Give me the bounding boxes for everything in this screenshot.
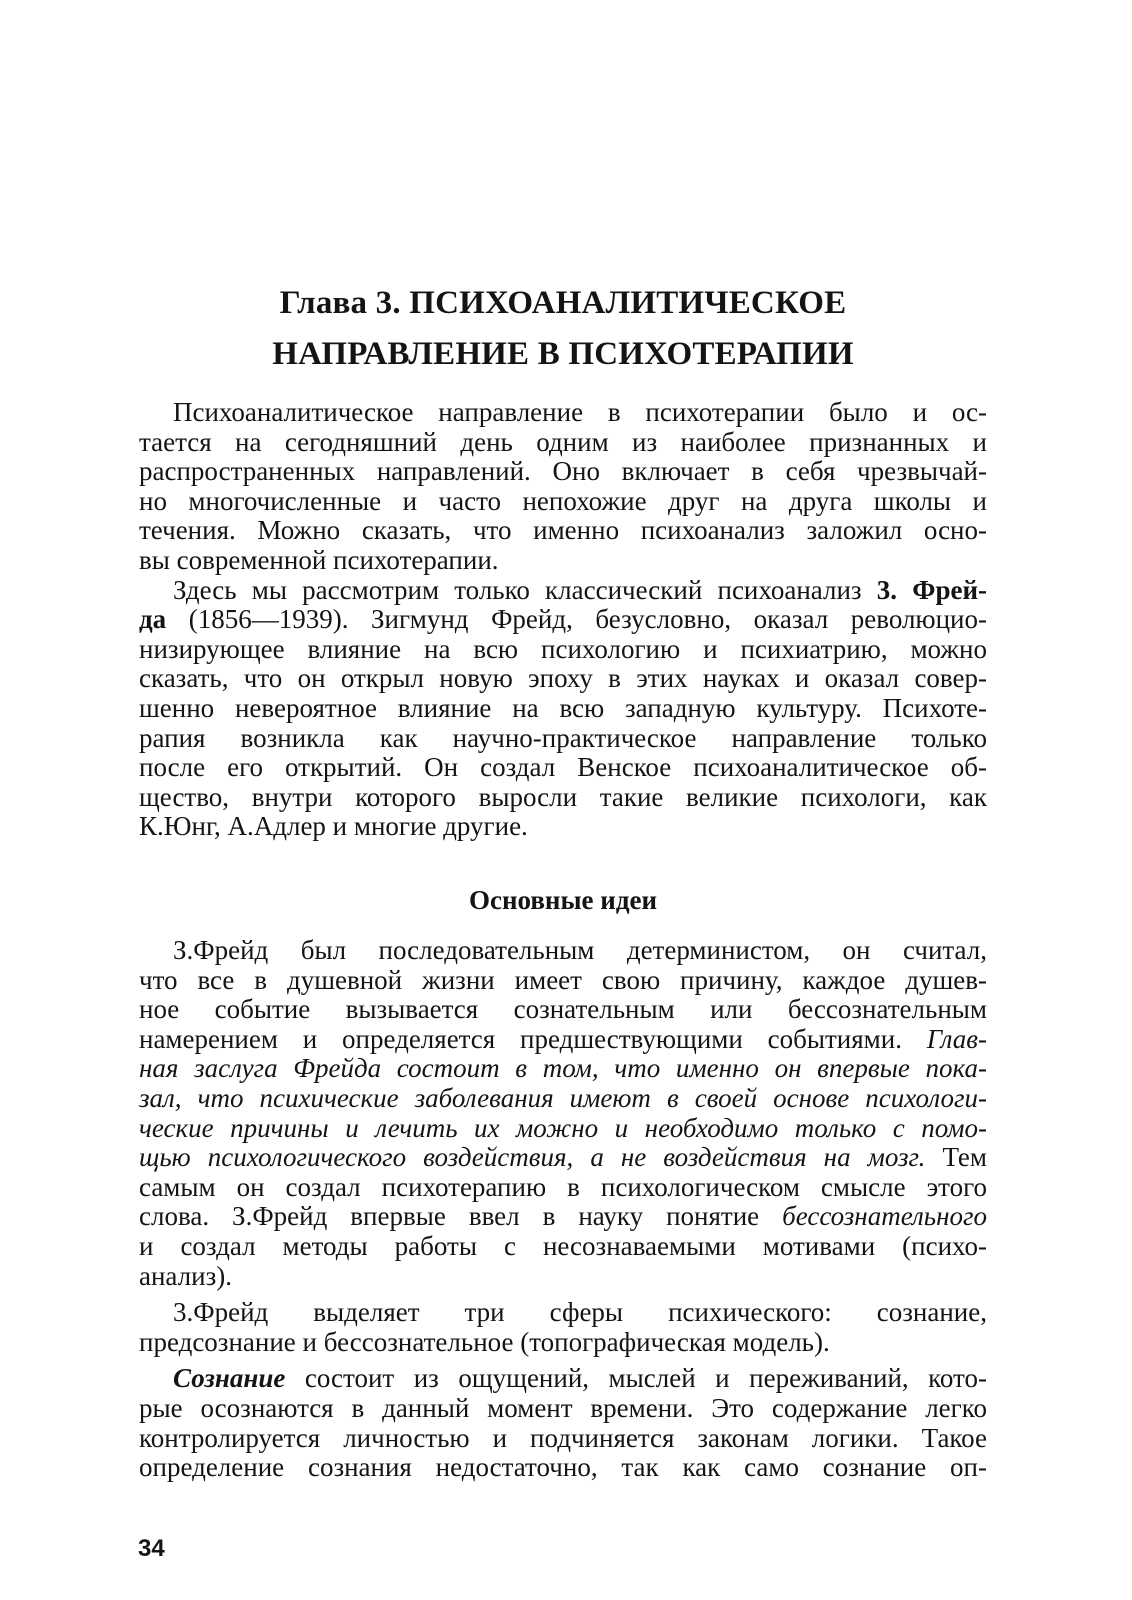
section-paragraph-1 bbox=[139, 936, 987, 1291]
section-heading: Основные идеи bbox=[468, 885, 658, 915]
text-line: ное событие вызывается сознательным или бессознательным bbox=[139, 994, 987, 1025]
text-line: низирующее влияние на всю психологию и психиатрию, можно bbox=[139, 633, 987, 664]
author-name-bold: да bbox=[139, 604, 167, 635]
text-line: и создал методы работы с несознаваемыми мотивами (психо- bbox=[139, 1230, 987, 1261]
text-line bbox=[139, 576, 987, 606]
intro-paragraph-1 bbox=[139, 398, 987, 576]
text-line: после его открытий. Он создал Венское психоаналитическое об- bbox=[139, 752, 987, 783]
text-line bbox=[139, 1143, 987, 1173]
italic-run: Глав- bbox=[926, 1023, 987, 1054]
text-line: шенно невероятное влияние на всю западную культуру. Психоте- bbox=[139, 692, 987, 723]
section-paragraph-3 bbox=[139, 1364, 987, 1482]
text-line: 3.Фрейд выделяет три сферы психического: сознание, bbox=[173, 1297, 987, 1328]
section-paragraph-2 bbox=[139, 1298, 987, 1357]
text-line: рые осознаются в данный момент времени. Это содержание легко bbox=[139, 1392, 987, 1423]
text-line bbox=[139, 1025, 987, 1055]
text-line: течения. Можно сказать, что именно психоанализ заложил осно- bbox=[139, 515, 987, 546]
author-name-bold: 3. Фрей- bbox=[876, 574, 987, 605]
text-line bbox=[139, 1364, 987, 1394]
text-run: Здесь мы рассмотрим только классический психоанализ bbox=[173, 574, 877, 605]
text-line: контролируется личностью и подчиняется законам логики. Такое bbox=[139, 1422, 987, 1453]
text-run: слова. З.Фрейд впервые ввел в науку понятие bbox=[139, 1201, 783, 1232]
chapter-title-line-2: НАПРАВЛЕНИЕ В ПСИХОТЕРАПИИ bbox=[272, 336, 854, 372]
italic-run: бессознательного bbox=[782, 1201, 987, 1232]
section-text bbox=[139, 936, 987, 1483]
chapter-title bbox=[140, 278, 986, 380]
text-run: состоит из ощущений, мыслей и переживаний, кото- bbox=[285, 1363, 987, 1394]
intro-text bbox=[139, 398, 987, 842]
text-line: что все в душевной жизни имеет свою причину, каждое душев- bbox=[139, 964, 987, 995]
text-line: предсознание и бессознательное (топографическая модель). bbox=[139, 1326, 830, 1357]
italic-run: щью психологического воздействия, а не воздействия на мозг. bbox=[139, 1142, 926, 1173]
text-line: ческие причины и лечить их можно и необходимо только с помо- bbox=[139, 1112, 987, 1143]
text-line: ная заслуга Фрейда состоит в том, что именно он впервые пока- bbox=[139, 1053, 987, 1084]
text-line: но многочисленные и часто непохожие друг на друга школы и bbox=[139, 485, 987, 516]
text-line: З.Фрейд был последовательным детерминистом, он считал, bbox=[173, 935, 987, 965]
text-run: Тем bbox=[925, 1142, 987, 1173]
intro-paragraph-2 bbox=[139, 576, 987, 842]
term-bold-italic: Сознание bbox=[173, 1363, 286, 1394]
text-line bbox=[139, 1202, 987, 1232]
text-line: К.Юнг, А.Адлер и многие другие. bbox=[139, 811, 528, 842]
text-line: тается на сегодняшний день одним из наиболее признанных и bbox=[139, 426, 987, 457]
text-line: анализ). bbox=[139, 1260, 232, 1291]
text-line: определение сознания недостаточно, так как само сознание оп- bbox=[139, 1452, 987, 1483]
text-line: распространенных направлений. Оно включает в себя чрезвычай- bbox=[139, 456, 987, 487]
text-run: намерением и определяется предшествующими событиями. bbox=[139, 1023, 927, 1054]
text-run: (1856—1939). Зигмунд Фрейд, безусловно, оказал революцио- bbox=[166, 604, 987, 635]
text-line: зал, что психические заболевания имеют в своей основе психологи- bbox=[139, 1082, 987, 1113]
text-line: вы современной психотерапии. bbox=[139, 544, 499, 575]
text-line: сказать, что он открыл новую эпоху в этих науках и оказал совер- bbox=[139, 663, 987, 694]
text-line: Психоаналитическое направление в психотерапии было и ос- bbox=[173, 397, 987, 427]
text-line: самым он создал психотерапию в психологическом смысле этого bbox=[139, 1171, 987, 1202]
text-line: рапия возникла как научно-практическое направление только bbox=[139, 722, 987, 753]
text-line bbox=[139, 605, 987, 635]
text-line: щество, внутри которого выросли такие великие психологи, как bbox=[139, 781, 987, 812]
chapter-title-line-1: Глава 3. ПСИХОАНАЛИТИЧЕСКОЕ bbox=[279, 285, 847, 321]
page-number: 34 bbox=[138, 1535, 165, 1562]
